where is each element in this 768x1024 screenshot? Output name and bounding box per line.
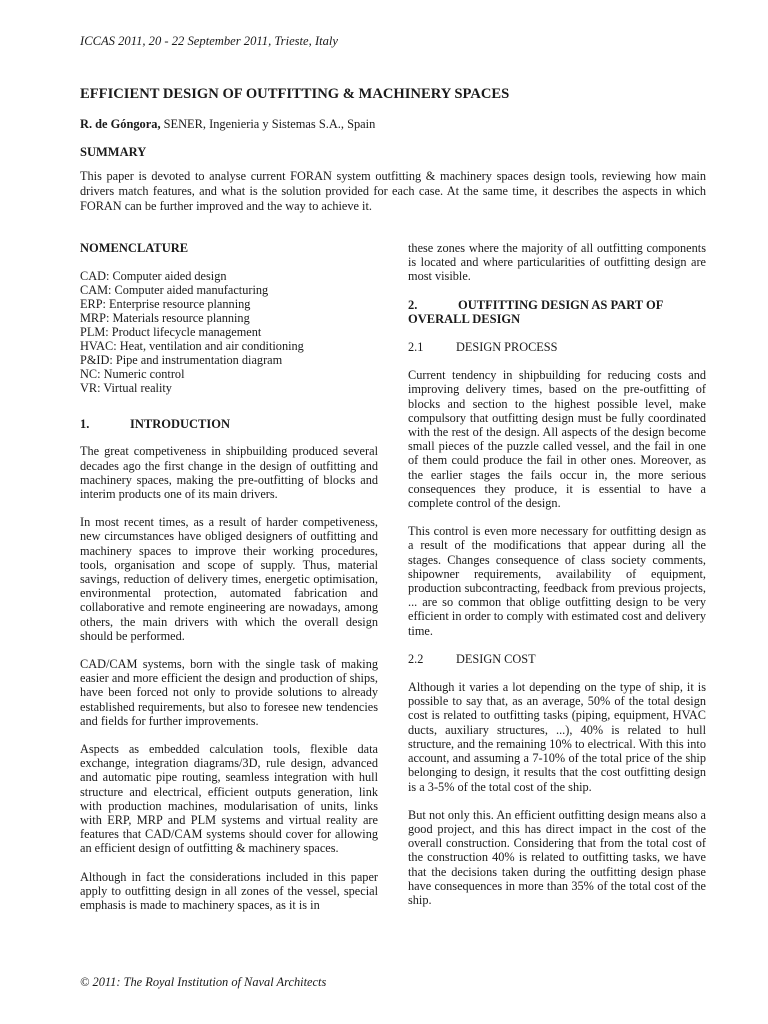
section-1-heading xyxy=(80,417,378,431)
nomenclature-item: MRP: Materials resource planning xyxy=(80,311,250,326)
paragraph-continuation: these zones where the majority of all outfitting components is located and where particularities of outfitting design are most visible. xyxy=(408,241,706,284)
nomenclature-item: P&ID: Pipe and instrumentation diagram xyxy=(80,353,283,368)
author-line xyxy=(80,117,375,132)
subsection-number: 2.2 xyxy=(408,651,424,666)
section-number: 2. xyxy=(408,297,418,312)
summary-heading: SUMMARY xyxy=(80,145,147,159)
section-title-continued: OVERALL DESIGN xyxy=(408,311,521,326)
subsection-number: 2.1 xyxy=(408,340,424,355)
left-column xyxy=(80,241,378,912)
paper-title: EFFICIENT DESIGN OF OUTFITTING & MACHINERY SPACES xyxy=(80,86,510,102)
paragraph: The great competiveness in shipbuilding produced several decades ago the first change in the design of outfitting and machinery spaces, making the pre-outfitting of blocks and interim products one of its main drivers. xyxy=(80,444,378,502)
paragraph: But not only this. An efficient outfitting design means also a good project, and this has direct impact in the cost of the overall construction. Considering that from the total cost of the construction 40% is related to outfitting tasks, we have that the decisions taken during the outfitting design phase have consequences in more than 35% of the total cost of the ship. xyxy=(408,807,706,907)
paragraph: Current tendency in shipbuilding for reducing costs and improving delivery times, based on the pre-outfitting of blocks and section to the highest possible level, make compulsory that outfitting design must be fully coordinated with the rest of the design. All aspects of the design become small pieces of the puzzle called vessel, and the fail in one of them could produce the fail in other ones. Moreover, as the earlier stages the fails occur in, the more serious consequences they produce, it is essential to have a complete control of the design. xyxy=(408,368,706,511)
nomenclature-heading: NOMENCLATURE xyxy=(80,241,189,255)
subsection-title: DESIGN PROCESS xyxy=(456,340,558,355)
right-column xyxy=(408,241,706,907)
section-title: INTRODUCTION xyxy=(130,417,231,432)
paragraph: CAD/CAM systems, born with the single task of making easier and more efficient the design and production of ships, have been forced not only to provide solutions to already established requirements, but also to foresee new tendencies and fields for further improvements. xyxy=(80,657,378,728)
nomenclature-item: CAD: Computer aided design xyxy=(80,269,227,284)
section-2-heading xyxy=(408,298,706,326)
summary-text: This paper is devoted to analyse current FORAN system outfitting & machinery spaces design tools, reviewing how main drivers match features, and what is the solution provided for each case. At the same time, it describes the aspects in which FORAN can be further improved and the way to achieve it. xyxy=(80,169,706,214)
author-name: R. de Góngora, xyxy=(80,117,161,131)
nomenclature-item: NC: Numeric control xyxy=(80,367,185,382)
paragraph: In most recent times, as a result of harder competiveness, new circumstances have obliged designers of outfitting and machinery spaces to improve their working procedures, tools, organisation and scope of supply. Thus, material savings, reduction of delivery times, energetic optimisation, environmental protection, automated fabrication and collaborative and remote engineering are nowadays, among others, the main drivers with which the overall design should be performed. xyxy=(80,515,378,643)
paragraph: This control is even more necessary for outfitting design as a result of the modifications that appear during all the stages. Changes consequence of class society comments, shipowner requirements, availability of equipment, production subcontracting, feedback from previous projects, ... are so common that oblige outfitting design to be very efficient in order to comply with estimated cost and delivery time. xyxy=(408,524,706,638)
copyright-footer: © 2011: The Royal Institution of Naval Architects xyxy=(80,975,327,989)
subsection-2-2-heading xyxy=(408,652,706,666)
paragraph: Aspects as embedded calculation tools, flexible data exchange, integration diagrams/3D, rule design, advanced and automatic pipe routing, seamless integration with hull structure and electrical, efficient outputs generation, link with production machines, modularisation of units, links with ERP, MRP and PLM systems and virtual reality are features that CAD/CAM systems should cover for allowing an efficient design of outfitting & machinery spaces. xyxy=(80,742,378,856)
nomenclature-item: ERP: Enterprise resource planning xyxy=(80,297,251,312)
nomenclature-item: CAM: Computer aided manufacturing xyxy=(80,283,269,298)
subsection-title: DESIGN COST xyxy=(456,651,536,666)
conference-header: ICCAS 2011, 20 - 22 September 2011, Trieste, Italy xyxy=(80,34,339,48)
section-number: 1. xyxy=(80,417,90,432)
paragraph: Although it varies a lot depending on the type of ship, it is possible to say that, as an average, 50% of the total design cost is related to outfitting tasks (piping, equipment, HVAC ducts, auxiliary structures, ...), 40% is related to hull structure, and the remaining 10% to electrical. With this into account, and assuming a 7-10% of the total price of the ship belonging to design, it results that the cost outfitting design is a 3-5% of the total cost of the ship. xyxy=(408,680,706,794)
section-title: OUTFITTING DESIGN AS PART OF xyxy=(458,297,664,312)
nomenclature-list xyxy=(80,269,378,395)
subsection-2-1-heading xyxy=(408,340,706,354)
nomenclature-item: VR: Virtual reality xyxy=(80,381,172,396)
nomenclature-item: PLM: Product lifecycle management xyxy=(80,325,262,340)
author-affiliation: SENER, Ingenieria y Sistemas S.A., Spain xyxy=(160,117,376,131)
paragraph: Although in fact the considerations included in this paper apply to outfitting design in all zones of the vessel, special emphasis is made to machinery spaces, as it is in xyxy=(80,869,378,913)
nomenclature-item: HVAC: Heat, ventilation and air conditioning xyxy=(80,339,304,354)
